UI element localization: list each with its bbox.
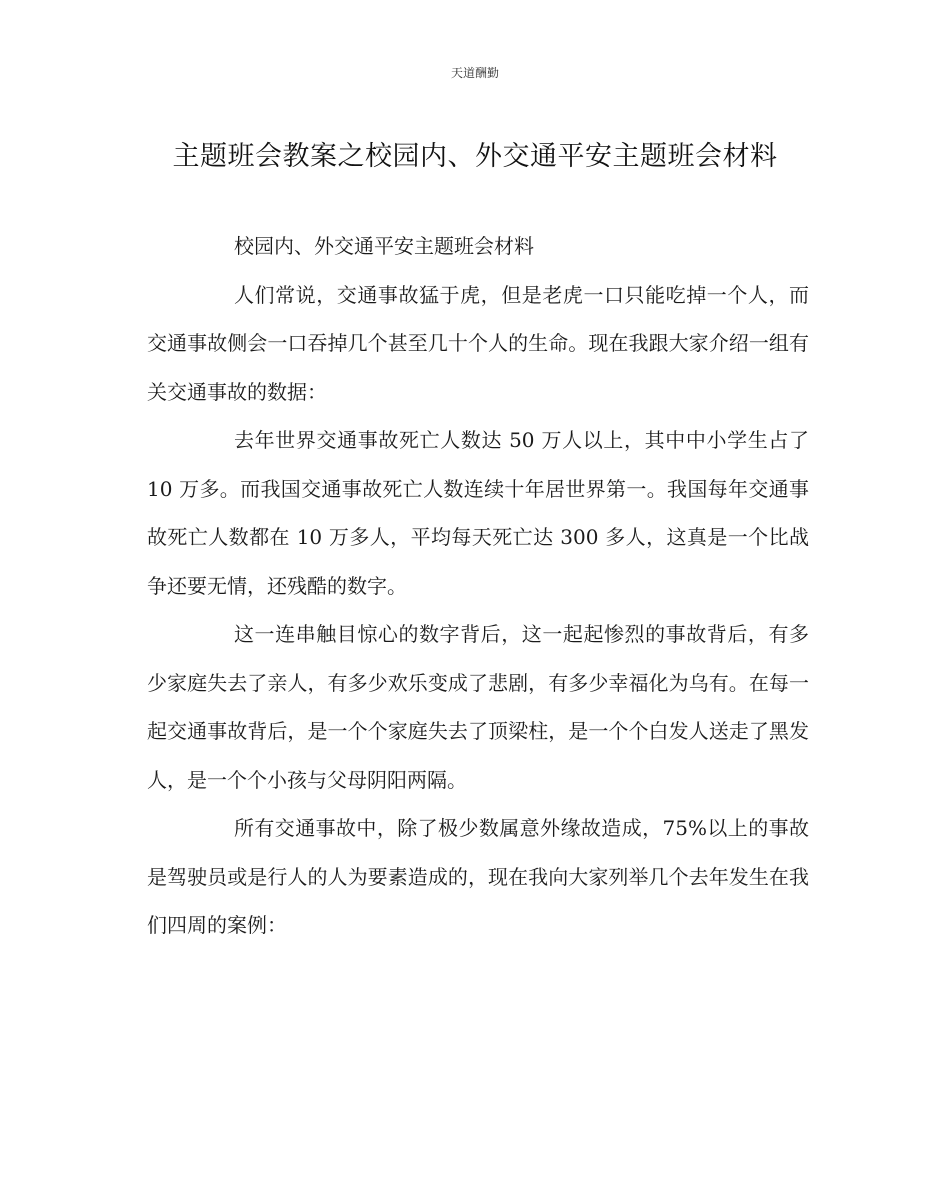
paragraph-subtitle: 校园内、外交通平安主题班会材料 — [234, 234, 534, 258]
paragraph-intro: 人们常说，交通事故猛于虎，但是老虎一口只能吃掉一个人，而交通事故侧会一口吞掉几个甚至几十个人的生命。现在我跟大家介绍一组有关交通事故的数据： — [147, 282, 809, 404]
paragraph-statistics: 去年世界交通事故死亡人数达 50 万人以上，其中中小学生占了 10 万多。而我国交通事故死亡人数连续十年居世界第一。我国每年交通事故死亡人数都在 10 万多人，平均每天死亡达 300 多人，这真是一个比战争还要无情，还残酷的数字。 — [147, 428, 809, 598]
paragraph-causes: 所有交通事故中，除了极少数属意外缘故造成，75%以上的事故是驾驶员或是行人的人为要素造成的，现在我向大家列举几个去年发生在我们四周的案例： — [147, 816, 809, 937]
document-body — [147, 222, 809, 950]
paragraph-consequences: 这一连串触目惊心的数字背后，这一起起惨烈的事故背后，有多少家庭失去了亲人，有多少欢乐变成了悲剧，有多少幸福化为乌有。在每一起交通事故背后，是一个个家庭失去了顶梁柱，是一个个白发人送走了黑发人，是一个个小孩与父母阴阳两隔。 — [147, 622, 809, 792]
page-header: 天道酬勤 — [450, 66, 499, 80]
document-title: 主题班会教案之校园内、外交通平安主题班会材料 — [172, 141, 778, 172]
